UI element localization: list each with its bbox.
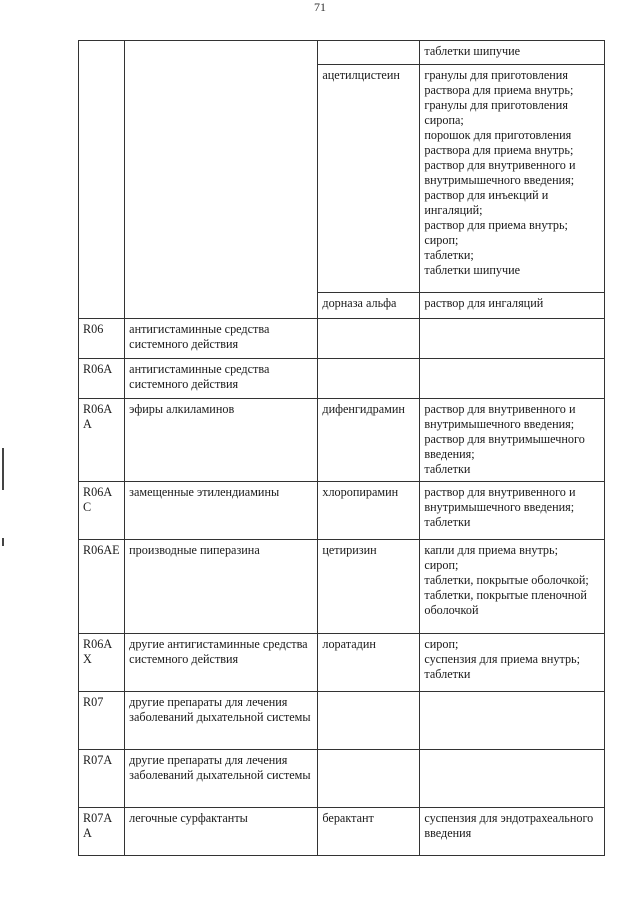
dosage-form-item: таблетки, покрытые оболочкой; [424, 573, 589, 587]
group-name-cell: эфиры алкиламинов [125, 399, 318, 482]
dosage-form-item: раствор для внутривенного и внутримышечного введения; [424, 402, 576, 431]
table-row [79, 482, 605, 540]
group-name-cell: антигистаминные средства системного действия [125, 359, 318, 399]
dosage-form-item: таблетки [424, 667, 471, 681]
scan-artifact [2, 448, 4, 490]
table-row [79, 41, 605, 65]
dosage-form-item: раствор для приема внутрь; [424, 218, 568, 232]
dosage-form-item: раствор для инъекций и ингаляций; [424, 188, 549, 217]
atc-code-cell [79, 41, 125, 319]
atc-code-cell: R06 [79, 319, 125, 359]
dosage-form-item: раствор для внутривенного и внутримышечного введения; [424, 158, 576, 187]
drug-name-cell: хлоропирамин [318, 482, 420, 540]
table-row [79, 692, 605, 750]
dosage-form-cell [420, 540, 605, 634]
dosage-form-item: суспензия для приема внутрь; [424, 652, 580, 666]
dosage-form-cell [420, 808, 605, 856]
dosage-form-item: таблетки, покрытые пленочной оболочкой [424, 588, 587, 617]
table-row [79, 399, 605, 482]
table-row [79, 319, 605, 359]
dosage-form-item: сироп; [424, 558, 459, 572]
dosage-form-item: гранулы для приготовления раствора для приема внутрь; [424, 68, 574, 97]
group-name-cell: легочные сурфактанты [125, 808, 318, 856]
dosage-form-cell [420, 359, 605, 399]
dosage-form-cell [420, 634, 605, 692]
drug-name-cell [318, 41, 420, 65]
atc-code-cell: R07 [79, 692, 125, 750]
dosage-form-cell [420, 399, 605, 482]
dosage-form-cell [420, 692, 605, 750]
dosage-form-item: гранулы для приготовления сиропа; [424, 98, 568, 127]
drug-name-cell: лоратадин [318, 634, 420, 692]
atc-code-cell: R06AE [79, 540, 125, 634]
drug-name-cell [318, 319, 420, 359]
page-number: 71 [314, 2, 326, 14]
dosage-form-item: таблетки шипучие [424, 44, 521, 58]
dosage-form-item: суспензия для эндотрахеального введения [424, 811, 594, 840]
dosage-form-item: сироп; [424, 637, 459, 651]
scan-artifact [2, 538, 4, 546]
dosage-form-cell [420, 65, 605, 293]
atc-code-cell: R06AX [79, 634, 125, 692]
table-row [79, 359, 605, 399]
drug-name-cell: берактант [318, 808, 420, 856]
table-row [79, 750, 605, 808]
dosage-form-cell [420, 41, 605, 65]
drug-name-cell: ацетилцистеин [318, 65, 420, 293]
group-name-cell: другие препараты для лечения заболеваний дыхательной системы [125, 692, 318, 750]
group-name-cell: замещенные этилендиамины [125, 482, 318, 540]
dosage-form-cell [420, 482, 605, 540]
dosage-form-item: сироп; [424, 233, 459, 247]
atc-code-cell: R06AA [79, 399, 125, 482]
table-row [79, 634, 605, 692]
dosage-form-item: капли для приема внутрь; [424, 543, 558, 557]
dosage-form-item: таблетки [424, 515, 471, 529]
drug-name-cell: цетиризин [318, 540, 420, 634]
drug-name-cell: дифенгидрамин [318, 399, 420, 482]
table-row [79, 540, 605, 634]
drug-name-cell [318, 692, 420, 750]
dosage-form-item: порошок для приготовления раствора для приема внутрь; [424, 128, 574, 157]
dosage-form-item: раствор для ингаляций [424, 296, 544, 310]
drug-name-cell [318, 750, 420, 808]
dosage-form-item: таблетки; [424, 248, 474, 262]
group-name-cell: другие препараты для лечения заболеваний дыхательной системы [125, 750, 318, 808]
dosage-form-item: раствор для внутривенного и внутримышечного введения; [424, 485, 576, 514]
group-name-cell: другие антигистаминные средства системного действия [125, 634, 318, 692]
dosage-form-item: раствор для внутримышечного введения; [424, 432, 585, 461]
dosage-form-item: таблетки шипучие [424, 263, 521, 277]
atc-code-cell: R07A [79, 750, 125, 808]
atc-code-cell: R06AC [79, 482, 125, 540]
atc-code-cell: R07AA [79, 808, 125, 856]
dosage-form-item: таблетки [424, 462, 471, 476]
group-name-cell [125, 41, 318, 319]
medication-table [78, 40, 605, 856]
group-name-cell: антигистаминные средства системного действия [125, 319, 318, 359]
dosage-form-cell [420, 319, 605, 359]
dosage-form-cell [420, 293, 605, 319]
drug-name-cell: дорназа альфа [318, 293, 420, 319]
atc-code-cell: R06A [79, 359, 125, 399]
dosage-form-cell [420, 750, 605, 808]
drug-name-cell [318, 359, 420, 399]
group-name-cell: производные пиперазина [125, 540, 318, 634]
table-row [79, 808, 605, 856]
